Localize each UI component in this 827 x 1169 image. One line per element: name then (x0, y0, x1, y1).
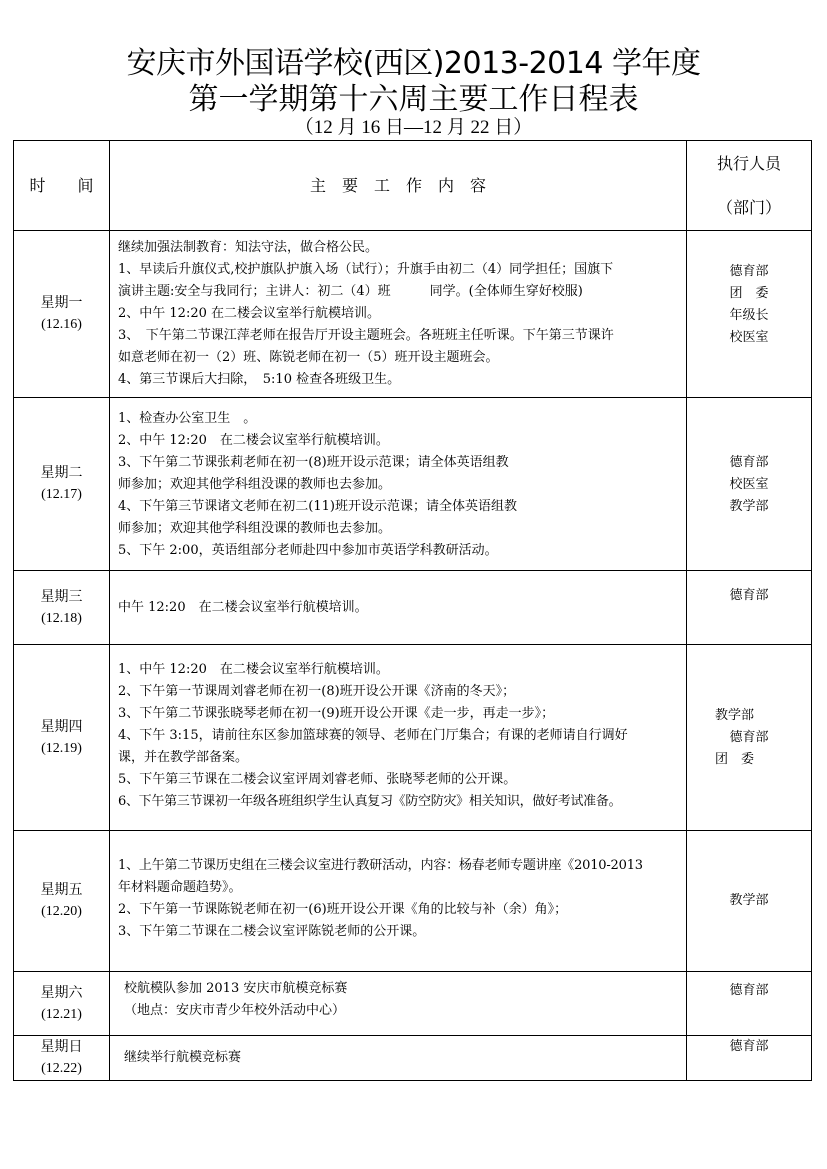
dept-label: 年级长 (729, 308, 769, 323)
content-line: 1、中午 12:20 在二楼会议室举行航模培训。 (118, 662, 389, 677)
table-row (14, 231, 812, 398)
content-line: 2、中午 12:20 在二楼会议室举行航模培训。 (118, 433, 389, 448)
dept-cell (687, 1036, 812, 1081)
dept-label: 德育部 (729, 588, 769, 603)
content-line: 中午 12:20 在二楼会议室举行航模培训。 (118, 599, 368, 615)
table-header-row (14, 141, 812, 231)
day-cell (14, 571, 110, 645)
table-row (14, 831, 812, 972)
content-cell (110, 831, 687, 972)
dept-cell (687, 398, 812, 571)
day-cell (14, 645, 110, 831)
day-cell (14, 831, 110, 972)
content-cell (110, 571, 687, 645)
content-cell (110, 645, 687, 831)
day-label: 星期四 (40, 718, 83, 735)
schedule-table (13, 140, 812, 1081)
content-line: 校航模队参加 2013 安庆市航模竞标赛 (124, 981, 348, 996)
table-row (14, 645, 812, 831)
content-line: 2、下午第一节课周刘睿老师在初一(8)班开设公开课《济南的冬天》； (118, 684, 516, 699)
content-line: 1、早读后升旗仪式,校护旗队护旗入场（试行）；升旗手由初二（4）同学担任；国旗下 (118, 262, 614, 277)
dept-cell (687, 571, 812, 645)
table-row (14, 398, 812, 571)
dept-label: 教学部 (729, 499, 769, 514)
date-label: (12.22) (41, 1061, 82, 1076)
content-line: 3、下午第二节课张莉老师在初一(8)班开设示范课；请全体英语组教 (118, 455, 509, 470)
content-line: 2、下午第一节课陈锐老师在初一(6)班开设公开课《角的比较与补（余）角》； (118, 902, 568, 917)
content-line: 师参加；欢迎其他学科组没课的教师也去参加。 (118, 521, 392, 536)
dept-label: 德育部 (729, 729, 769, 745)
dept-cell (687, 645, 812, 831)
content-line: 1、检查办公室卫生 。 (118, 411, 257, 426)
header-content: 主 要 工 作 内 容 (110, 141, 687, 231)
date-label: (12.18) (41, 610, 82, 626)
content-line: 3、下午第二节课张晓琴老师在初一(9)班开设公开课《走一步，再走一步》； (118, 706, 555, 721)
dept-label: 校医室 (729, 330, 769, 345)
day-cell (14, 972, 110, 1036)
content-line: 6、下午第三节课初一年级各班组织学生认真复习《防空防灾》相关知识，做好考试准备。 (118, 794, 622, 809)
content-line: 5、下午 2:00，英语组部分老师赴四中参加市英语学科教研活动。 (118, 543, 498, 558)
header-time: 时 间 (14, 141, 110, 231)
content-line: 3、 下午第二节课江萍老师在报告厅开设主题班会。各班班主任听课。下午第三节课许 (118, 328, 614, 343)
content-line: 3、下午第二节课在二楼会议室评陈锐老师的公开课。 (118, 924, 426, 939)
content-line: 继续举行航模竞标赛 (124, 1050, 242, 1065)
content-line: 继续加强法制教育：知法守法，做合格公民。 (118, 240, 379, 255)
content-cell (110, 231, 687, 398)
date-label: (12.20) (41, 904, 82, 919)
header-dept-line1: 执行人员 (716, 153, 781, 173)
day-cell (14, 1036, 110, 1081)
title-line-1: 安庆市外国语学校(西区)2013-2014 学年度 (126, 46, 701, 81)
content-line: 5、下午第三节课在二楼会议室评周刘睿老师、张晓琴老师的公开课。 (118, 772, 517, 787)
content-line: 2、中午 12:20 在二楼会议室举行航模培训。 (118, 306, 380, 321)
content-line: 如意老师在初一（2）班、陈锐老师在初一（5）班开设主题班会。 (118, 350, 499, 365)
dept-label: 校医室 (729, 477, 769, 492)
header-dept-line2: （部门） (716, 197, 781, 217)
day-label: 星期一 (40, 295, 83, 311)
date-label: (12.21) (41, 1006, 82, 1022)
title-line-2: 第一学期第十六周主要工作日程表 (188, 82, 639, 117)
content-line: 师参加；欢迎其他学科组没课的教师也去参加。 (118, 477, 392, 492)
content-line: （地点：安庆市青少年校外活动中心） (124, 1003, 346, 1018)
content-line: 1、上午第二节课历史组在三楼会议室进行教研活动，内容：杨春老师专题讲座《2010-2013 (118, 858, 643, 873)
date-range: （12 月 16 日—12 月 22 日） (294, 117, 533, 138)
dept-label: 德育部 (729, 264, 769, 279)
day-label: 星期二 (40, 465, 83, 481)
date-label: (12.19) (41, 740, 82, 756)
dept-cell (687, 972, 812, 1036)
content-line: 年材料题命题趋势》。 (118, 880, 242, 895)
header-dept (687, 141, 812, 231)
content-cell (110, 1036, 687, 1081)
date-label: (12.17) (41, 487, 82, 502)
content-line: 课，并在教学部备案。 (118, 750, 249, 765)
dept-label: 德育部 (729, 1039, 769, 1054)
day-label: 星期日 (40, 1039, 83, 1055)
table-row (14, 1036, 812, 1081)
day-cell (14, 398, 110, 571)
dept-cell (687, 831, 812, 972)
content-line: 4、下午 3:15，请前往东区参加篮球赛的领导、老师在门厅集合；有课的老师请自行调好 (118, 728, 628, 743)
content-line: 4、第三节课后大扫除， 5:10 检查各班级卫生。 (118, 372, 401, 387)
dept-label: 团 委 (715, 751, 755, 767)
table-row (14, 571, 812, 645)
dept-label: 团 委 (729, 286, 769, 301)
content-line: 演讲主题:安全与我同行；主讲人：初二（4）班 同学。(全体师生穿好校服) (118, 284, 583, 299)
day-label: 星期五 (40, 882, 83, 898)
date-label: (12.16) (41, 317, 82, 332)
day-cell (14, 231, 110, 398)
table-row (14, 972, 812, 1036)
dept-label: 教学部 (729, 893, 769, 908)
dept-label: 教学部 (715, 707, 755, 723)
content-cell (110, 972, 687, 1036)
dept-label: 德育部 (729, 455, 769, 470)
dept-cell (687, 231, 812, 398)
day-label: 星期六 (40, 984, 83, 1001)
content-line: 4、下午第三节课诸文老师在初二(11)班开设示范课；请全体英语组教 (118, 499, 517, 514)
content-cell (110, 398, 687, 571)
day-label: 星期三 (40, 588, 83, 605)
dept-label: 德育部 (729, 983, 769, 998)
